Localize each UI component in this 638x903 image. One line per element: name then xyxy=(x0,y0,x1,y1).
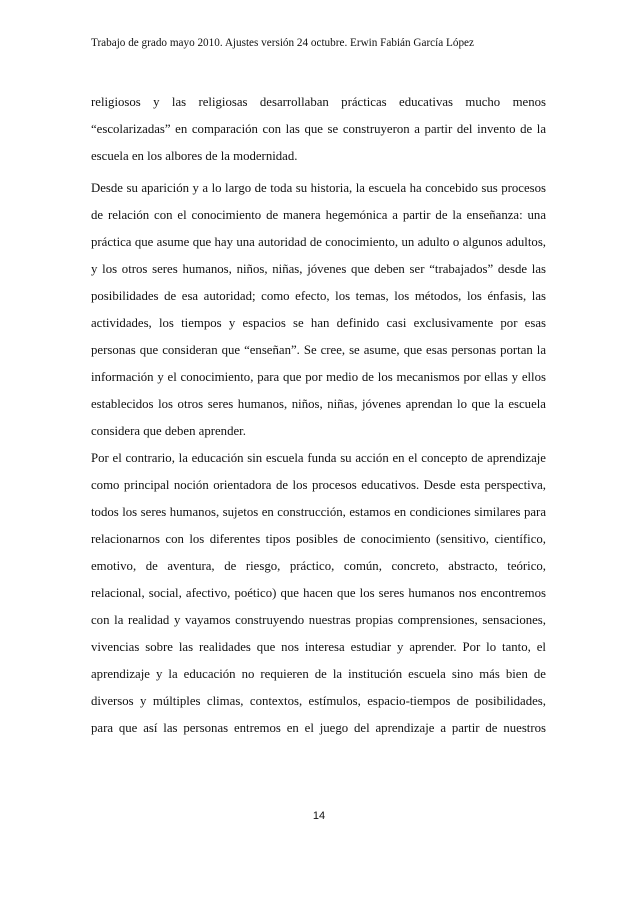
paragraph-line: “escolarizadas” en comparación con las que se construyeron a partir del invento de la xyxy=(91,122,546,136)
paragraph-line: todos los seres humanos, sujetos en construcción, estamos en condiciones similares para xyxy=(91,505,546,519)
paragraph-line: religiosos y las religiosas desarrollaban prácticas educativas mucho menos xyxy=(91,95,546,109)
paragraph-3 xyxy=(91,445,546,742)
paragraph-line: vivencias sobre las realidades que nos interesa estudiar y aprender. Por lo tanto, el xyxy=(91,640,546,654)
paragraph-line: personas que consideran que “enseñan”. Se cree, se asume, que esas personas portan la xyxy=(91,343,546,357)
paragraph-1 xyxy=(91,89,546,170)
paragraph-line: práctica que asume que hay una autoridad de conocimiento, un adulto o algunos adultos, xyxy=(91,235,546,249)
document-body xyxy=(91,89,546,742)
paragraph-line: de relación con el conocimiento de manera hegemónica a partir de la enseñanza: una xyxy=(91,208,546,222)
paragraph-line: considera que deben aprender. xyxy=(91,424,246,438)
paragraph-line: establecidos los otros seres humanos, niños, niñas, jóvenes aprendan lo que la escuela xyxy=(91,397,546,411)
paragraph-line: y los otros seres humanos, niños, niñas, jóvenes que deben ser “trabajados” desde las xyxy=(91,262,546,276)
running-header: Trabajo de grado mayo 2010. Ajustes versión 24 octubre. Erwin Fabián García López xyxy=(91,37,474,49)
paragraph-line: actividades, los tiempos y espacios se han definido casi exclusivamente por esas xyxy=(91,316,546,330)
page-number: 14 xyxy=(312,810,326,822)
paragraph-line: relacional, social, afectivo, poético) que hacen que los seres humanos nos encontremos xyxy=(91,586,546,600)
paragraph-line: con la realidad y vayamos construyendo nuestras propias comprensiones, sensaciones, xyxy=(91,613,546,627)
paragraph-line: información y el conocimiento, para que por medio de los mecanismos por ellas y ellos xyxy=(91,370,546,384)
paragraph-line: emotivo, de aventura, de riesgo, práctico, común, concreto, abstracto, teórico, xyxy=(91,559,546,573)
paragraph-2 xyxy=(91,175,546,445)
paragraph-line: Por el contrario, la educación sin escuela funda su acción en el concepto de aprendizaje xyxy=(91,451,546,465)
paragraph-line: posibilidades de esa autoridad; como efecto, los temas, los métodos, los énfasis, las xyxy=(91,289,546,303)
paragraph-line: diversos y múltiples climas, contextos, estímulos, espacio-tiempos de posibilidades, xyxy=(91,694,546,708)
paragraph-line: relacionarnos con los diferentes tipos posibles de conocimiento (sensitivo, científico, xyxy=(91,532,546,546)
paragraph-line: aprendizaje y la educación no requieren de la institución escuela sino más bien de xyxy=(91,667,546,681)
paragraph-line: escuela en los albores de la modernidad. xyxy=(91,149,298,163)
paragraph-line: como principal noción orientadora de los procesos educativos. Desde esta perspectiva, xyxy=(91,478,546,492)
paragraph-line: Desde su aparición y a lo largo de toda su historia, la escuela ha concebido sus procesos xyxy=(91,181,546,195)
paragraph-line: para que así las personas entremos en el juego del aprendizaje a partir de nuestros xyxy=(91,721,546,735)
